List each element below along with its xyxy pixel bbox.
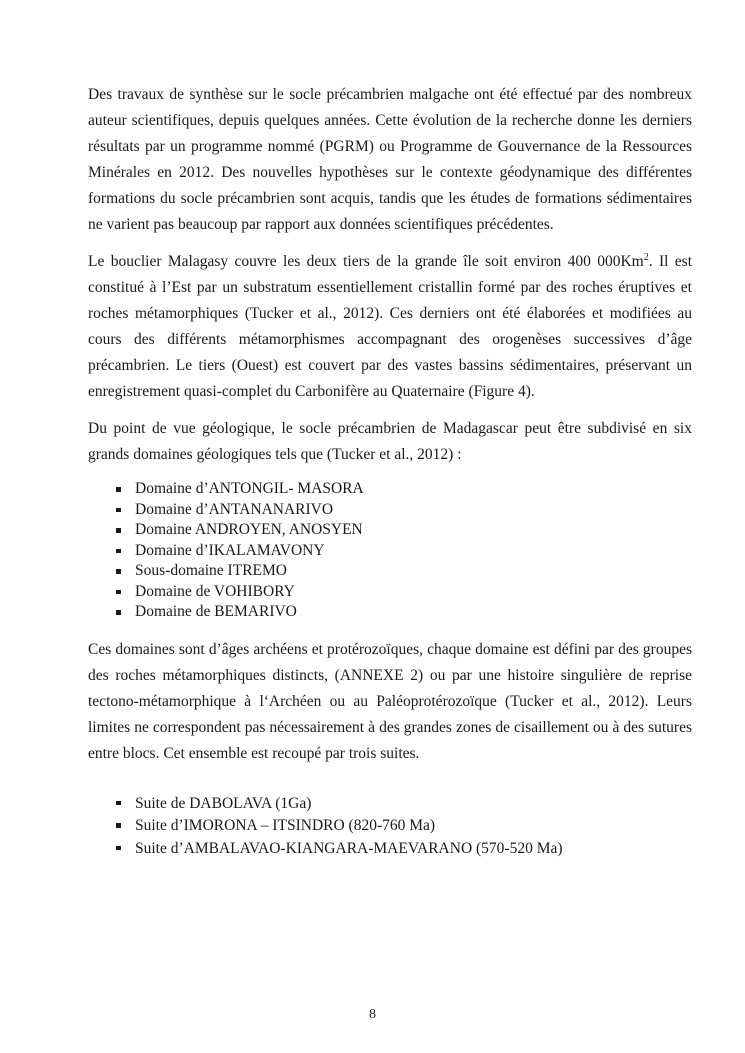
list-item (88, 815, 692, 838)
paragraph-ages: Ces domaines sont d’âges archéens et protérozoïques, chaque domaine est défini par des groupes des roches métamorphiques distincts, (ANNEXE 2) ou par une histoire singulière de reprise tectono-métamorphique à l‘Archéen ou au Paléoprotérozoïque (Tucker et al., 2012). Leurs limites ne correspondent pas nécessairement à des grandes zones de cisaillement ou à des sutures entre blocs. Cet ensemble est recoupé par trois suites. (88, 640, 692, 762)
list-item (88, 838, 692, 861)
page-footer (0, 1007, 745, 1023)
km-squared-superscript: 2 (643, 251, 649, 263)
domains-list (88, 479, 692, 623)
list-item-text: Domaine de BEMARIVO (135, 603, 297, 620)
list-item (88, 479, 692, 500)
page-content (88, 82, 692, 860)
list-item-text: Domaine d’IKALAMAVONY (135, 541, 325, 559)
list-item (88, 602, 692, 623)
list-item-text: Domaine de VOHIBORY (135, 582, 295, 600)
bullet-square-icon (116, 569, 121, 574)
paragraph-bouclier (88, 249, 692, 405)
bullet-square-icon (116, 801, 121, 806)
paragraph-subdivision: Du point de vue géologique, le socle précambrien de Madagascar peut être subdivisé en six grands domaines géologiques tels que (Tucker et al., 2012) : (88, 420, 692, 463)
bullet-square-icon (116, 549, 121, 554)
paragraph-bouclier-text-before-superscript: Le bouclier Malagasy couvre les deux tiers de la grande île soit environ 400 000Km (88, 253, 644, 270)
list-item-text: Domaine ANDROYEN, ANOSYEN (135, 521, 363, 538)
bullet-square-icon (116, 528, 121, 533)
list-item (88, 582, 692, 603)
list-item (88, 500, 692, 521)
list-item-text: Domaine d’ANTONGIL- MASORA (135, 480, 364, 497)
bullet-square-icon (116, 846, 121, 851)
bullet-square-icon (116, 610, 121, 615)
list-item (88, 520, 692, 541)
bullet-square-icon (116, 823, 121, 828)
bullet-square-icon (116, 590, 121, 595)
list-item-text: Suite de DABOLAVA (1Ga) (135, 794, 312, 812)
list-item-text: Sous-domaine ITREMO (135, 562, 287, 579)
paragraph-intro: Des travaux de synthèse sur le socle précambrien malgache ont été effectué par des nombreux auteur scientifiques, depuis quelques années. Cette évolution de la recherche donne les derniers résultats par un programme nommé (PGRM) ou Programme de Gouvernance de la Ressources Minérales en 2012. Des nouvelles hypothèses sur le contexte géodynamique des différentes formations du socle précambrien sont acquis, tandis que les études de formations sédimentaires ne varient pas beaucoup par rapport aux données scientifiques précédentes. (88, 86, 692, 233)
list-item (88, 561, 692, 582)
list-item-text: Suite d’AMBALAVAO-KIANGARA-MAEVARANO (570-520 Ma) (135, 839, 563, 857)
bullet-square-icon (116, 487, 121, 492)
suites-list (88, 793, 692, 861)
list-item (88, 793, 692, 816)
list-item-text: Suite d’IMORONA – ITSINDRO (820-760 Ma) (135, 817, 436, 834)
list-item-text: Domaine d’ANTANANARIVO (135, 500, 334, 518)
bullet-square-icon (116, 508, 121, 513)
page-number: 8 (369, 1007, 376, 1022)
paragraph-bouclier-text-after-superscript: . Il est constitué à l’Est par un substratum essentiellement cristallin formé par des roches éruptives et roches métamorphiques (Tucker et al., 2012). Ces derniers ont été élaborées et modifiées au cours des différents métamorphismes accompagnant des orogenèses successives d’âge précambrien. Le tiers (Ouest) est couvert par des vastes bassins sédimentaires, préservant un enregistrement quasi-complet du Carbonifère au Quaternaire (Figure 4). (88, 253, 692, 400)
list-item (88, 541, 692, 562)
